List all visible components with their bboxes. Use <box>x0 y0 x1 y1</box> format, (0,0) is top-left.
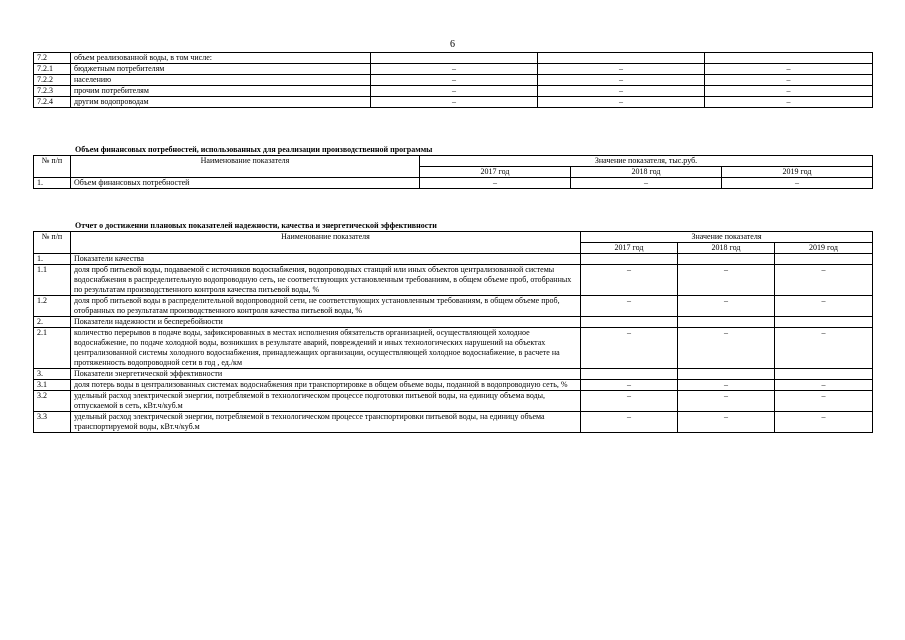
header-year-2017: 2017 год <box>420 167 571 178</box>
row-group-name: Показатели качества <box>71 254 581 265</box>
value-2019: – <box>705 97 873 108</box>
table-row <box>34 412 873 433</box>
row-number: 7.2.1 <box>34 64 71 75</box>
row-name: населению <box>71 75 371 86</box>
value-2019: – <box>775 296 873 317</box>
empty-cell <box>581 317 678 328</box>
row-group-name: Показатели энергетической эффективности <box>71 369 581 380</box>
value-2019: – <box>775 265 873 296</box>
value-2019: – <box>775 328 873 369</box>
header-name: Наименование показателя <box>71 156 420 178</box>
table-row <box>34 328 873 369</box>
value-2018: – <box>538 86 705 97</box>
row-name: другим водопроводам <box>71 97 371 108</box>
header-value: Значение показателя <box>581 232 873 243</box>
row-number: 1. <box>34 178 71 189</box>
value-2018: – <box>538 64 705 75</box>
row-name: прочим потребителям <box>71 86 371 97</box>
header-year-2017: 2017 год <box>581 243 678 254</box>
financial-needs-title: Объем финансовых потребностей, использованных для реализации производственной программы <box>75 145 433 154</box>
header-num: № п/п <box>34 232 71 254</box>
table-row <box>34 317 873 328</box>
value-2019: – <box>722 178 873 189</box>
value-2017: – <box>581 391 678 412</box>
empty-cell <box>775 254 873 265</box>
value-2018: – <box>678 391 775 412</box>
header-value: Значение показателя, тыс.руб. <box>420 156 873 167</box>
header-year-2018: 2018 год <box>571 167 722 178</box>
value-2017: – <box>581 265 678 296</box>
empty-cell <box>581 254 678 265</box>
value-2018 <box>538 53 705 64</box>
header-num: № п/п <box>34 156 71 178</box>
value-2017 <box>371 53 538 64</box>
table-row <box>34 64 873 75</box>
row-number: 7.2.3 <box>34 86 71 97</box>
value-2019: – <box>705 64 873 75</box>
row-name: доля потерь воды в централизованных системах водоснабжения при транспортировке в общем объеме воды, поданной в водопроводную сеть, % <box>71 380 581 391</box>
table-row <box>34 265 873 296</box>
table-row <box>34 380 873 391</box>
row-number: 3.2 <box>34 391 71 412</box>
row-number: 1.1 <box>34 265 71 296</box>
header-year-2019: 2019 год <box>775 243 873 254</box>
header-name: Наименование показателя <box>71 232 581 254</box>
row-name: Объем финансовых потребностей <box>71 178 420 189</box>
header-year-2018: 2018 год <box>678 243 775 254</box>
table-row <box>34 97 873 108</box>
empty-cell <box>775 369 873 380</box>
value-2019: – <box>705 75 873 86</box>
empty-cell <box>581 369 678 380</box>
value-2019: – <box>775 412 873 433</box>
value-2018: – <box>538 75 705 86</box>
row-name: доля проб питьевой воды, подаваемой с источников водоснабжения, водопроводных станций или иных объектов централизованной системы водоснабжения в распределительную водопроводную сеть, не соответствующих установленным требованиям, в общем объеме проб, отобранных по результатам производственного контроля качества питьевой воды, % <box>71 265 581 296</box>
value-2018: – <box>538 97 705 108</box>
empty-cell <box>678 254 775 265</box>
row-name: удельный расход электрической энергии, потребляемой в технологическом процессе транспортировки питьевой воды, на единицу объема транспортируемой воды, кВт.ч/куб.м <box>71 412 581 433</box>
row-name: объем реализованной воды, в том числе: <box>71 53 371 64</box>
value-2019: – <box>705 86 873 97</box>
row-name: бюджетным потребителям <box>71 64 371 75</box>
row-group-name: Показатели надежности и бесперебойности <box>71 317 581 328</box>
value-2018: – <box>678 412 775 433</box>
row-number: 3.3 <box>34 412 71 433</box>
row-name: количество перерывов в подаче воды, зафиксированных в местах исполнения обязательств организацией, осуществляющей холодное водоснабжение, по подаче холодной воды, возникших в результате аварий, повреждений и иных технологических нарушений на объектах централизованной системы холодного водоснабжения, принадлежащих организации, осуществляющей холодное водоснабжение, в расчете на протяженность водопроводной сети в год , ед./км <box>71 328 581 369</box>
value-2017: – <box>581 328 678 369</box>
indicators-report-table <box>33 231 873 433</box>
value-2018: – <box>678 265 775 296</box>
header-year-2019: 2019 год <box>722 167 873 178</box>
value-2017: – <box>371 75 538 86</box>
row-number: 1. <box>34 254 71 265</box>
value-2017: – <box>371 97 538 108</box>
row-number: 1.2 <box>34 296 71 317</box>
table-row <box>34 53 873 64</box>
table-row <box>34 178 873 189</box>
table-row <box>34 254 873 265</box>
row-name: удельный расход электрической энергии, потребляемой в технологическом процессе подготовки питьевой воды, на единицу объема воды, отпускаемой в сеть, кВт.ч/куб.м <box>71 391 581 412</box>
value-2017: – <box>581 296 678 317</box>
row-name: доля проб питьевой воды в распределительной водопроводной сети, не соответствующих установленным требованиям, в общем объеме проб, отобранных по результатам производственного контроля качества питьевой воды, % <box>71 296 581 317</box>
table-row <box>34 75 873 86</box>
value-2018: – <box>678 328 775 369</box>
row-number: 2.1 <box>34 328 71 369</box>
value-2019: – <box>775 391 873 412</box>
row-number: 2. <box>34 317 71 328</box>
table-row <box>34 296 873 317</box>
value-2019 <box>705 53 873 64</box>
page-number: 6 <box>450 39 455 50</box>
value-2018: – <box>571 178 722 189</box>
row-number: 7.2.2 <box>34 75 71 86</box>
table-row <box>34 86 873 97</box>
value-2017: – <box>371 86 538 97</box>
indicators-report-title: Отчет о достижении плановых показателей надежности, качества и энергетической эффективности <box>75 221 437 230</box>
empty-cell <box>775 317 873 328</box>
value-2017: – <box>371 64 538 75</box>
row-number: 7.2.4 <box>34 97 71 108</box>
table-row <box>34 391 873 412</box>
value-2019: – <box>775 380 873 391</box>
value-2017: – <box>581 380 678 391</box>
value-2018: – <box>678 296 775 317</box>
table-row <box>34 369 873 380</box>
value-2017: – <box>581 412 678 433</box>
row-number: 3.1 <box>34 380 71 391</box>
empty-cell <box>678 317 775 328</box>
empty-cell <box>678 369 775 380</box>
row-number: 3. <box>34 369 71 380</box>
financial-needs-table <box>33 155 873 189</box>
water-sales-table <box>33 52 873 108</box>
value-2018: – <box>678 380 775 391</box>
row-number: 7.2 <box>34 53 71 64</box>
value-2017: – <box>420 178 571 189</box>
